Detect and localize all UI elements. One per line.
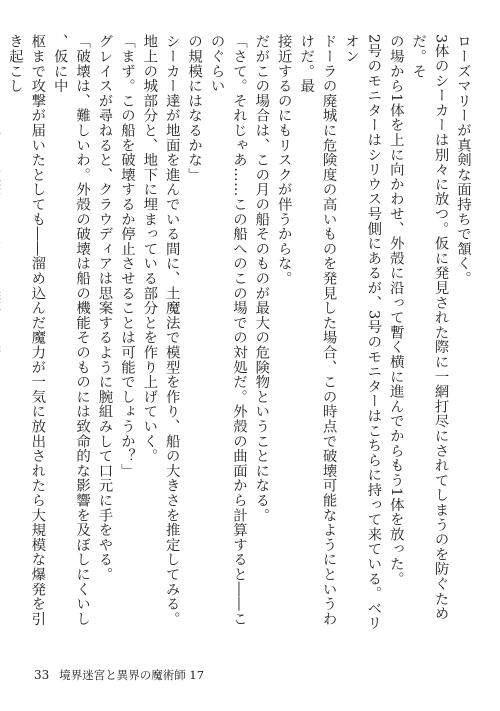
text-line: だがこの場合は、この月の船そのものが最大の危険物ということになる。 — [253, 34, 270, 523]
text-line: の場から1体を上に向かわせ、外殻に沿って暫く横に進んでからもう1体を放った。 — [387, 34, 404, 586]
text-line — [0, 34, 3, 632]
text-line: 2号のモニターはシリウス号側にあるが、3号のモニターはこちらに持って来ている。ベリオン — [342, 34, 382, 631]
text-line: 「まず。この船を破壊するか停止させることは可能でしょうか？」 — [118, 34, 135, 478]
text-line: 「破壊は、難しいわ。外殻の破壊は船の機能そのものには致命的な影響を及ぼしにくいし、仮に中 — [51, 34, 91, 626]
text-line: シーカー達が地面を進んでいる間に、土魔法で模型を作り、船の大きさを推定してみる。 — [163, 34, 180, 626]
vertical-text-body — [0, 34, 474, 632]
text-line: 枢まで攻撃が届いたとしても――溜め込んだ魔力が一気に放出されたら大規模な爆発を引き起こし — [6, 34, 46, 626]
text-line: グレイスが尋ねると、クラウディアは思案するように腕組みして口元に手をやる。 — [96, 34, 113, 582]
text-line: 3体のシーカーは別々に放つ。仮に発見された際に一網打尽にされてしまうのを防ぐためだ。そ — [410, 34, 449, 621]
running-title: 境界迷宮と異界の魔術師 17 — [59, 668, 205, 682]
text-line: ローズマリーが真剣な面持ちで頷く。 — [455, 34, 471, 286]
page-footer — [34, 667, 204, 683]
page-number: 33 — [34, 668, 50, 682]
text-line: の規模にはなるかな」 — [186, 34, 203, 182]
text-line: 「さて。それじゃあ……この船へのこの場での対処だ。外殻の曲面から計算すると――このぐらい — [208, 34, 247, 626]
text-line: ドーラの廃城に危険度の高いものを発見した場合、この時点で破壊可能なようにというわけだ。最 — [298, 34, 337, 626]
text-line: 地上の城部分と、地下に埋まっている部分とを作り上げていく。 — [141, 34, 158, 464]
text-line: 接近するのにもリスクが伴うからな。 — [275, 34, 292, 286]
